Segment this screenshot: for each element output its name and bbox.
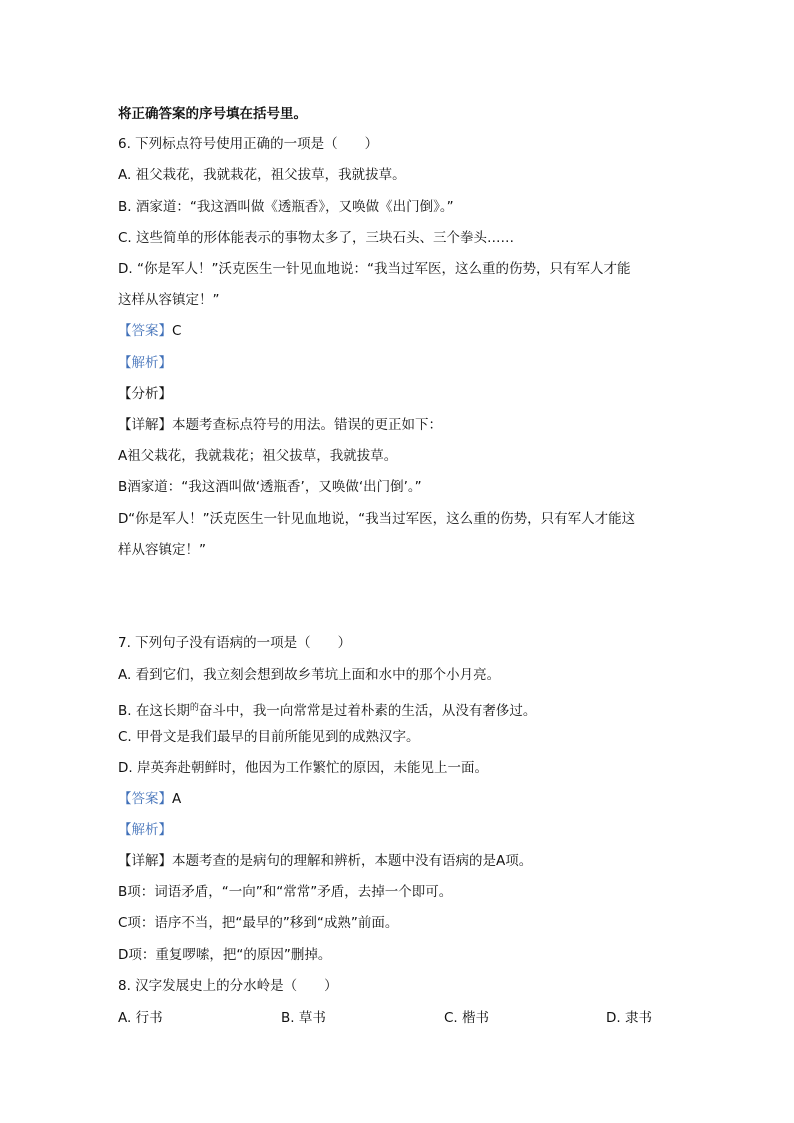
q7-note-c: C项：语序不当，把“最早的”移到“成熟”前面。 <box>118 915 399 931</box>
q6-option-c: C. 这些简单的形体能表示的事物太多了，三块石头、三个拳头…… <box>118 230 515 246</box>
q6-option-d-cont: 这样从容镇定！” <box>118 292 220 308</box>
q7-option-b-post: 奋斗中，我一向常常是过着朴素的生活，从没有奢侈过。 <box>198 703 537 719</box>
q6-option-a: A. 祖父栽花，我就栽花，祖父拔草，我就拔草。 <box>118 167 406 183</box>
detail-tag: 【详解】 <box>118 853 172 869</box>
q6-correction-d: D“你是军人！”沃克医生一针见血地说，“我当过军医，这么重的伤势，只有军人才能这 <box>118 511 636 527</box>
q6-stem: 6. 下列标点符号使用正确的一项是（ ） <box>118 136 379 152</box>
q7-option-d: D. 岸英奔赴朝鲜时，他因为工作繁忙的原因，未能见上一面。 <box>118 760 488 776</box>
answer-tag: 【答案】 <box>118 791 172 807</box>
q6-correction-d-cont: 样从容镇定！” <box>118 542 206 558</box>
q6-option-b: B. 酒家道：“我这酒叫做《透瓶香》，又唤做《出门倒》。” <box>118 199 454 215</box>
fenxi-tag: 【分析】 <box>118 386 172 402</box>
detail-text: 本题考查的是病句的理解和辨析，本题中没有语病的是A项。 <box>172 853 533 869</box>
q6-detail-line <box>118 415 442 435</box>
q7-option-c: C. 甲骨文是我们最早的目前所能见到的成熟汉字。 <box>118 729 420 745</box>
detail-text: 本题考查标点符号的用法。错误的更正如下： <box>172 417 442 433</box>
q8-option-a: A. 行书 <box>118 1010 163 1026</box>
q7-option-a: A. 看到它们，我立刻会想到故乡苇坑上面和水中的那个小月亮。 <box>118 667 501 683</box>
q7-answer-line <box>118 789 181 809</box>
q8-option-c: C. 楷书 <box>444 1010 490 1026</box>
q8-option-b: B. 草书 <box>281 1010 326 1026</box>
answer-value: C <box>172 323 182 339</box>
answer-tag: 【答案】 <box>118 323 172 339</box>
analysis-tag: 【解析】 <box>118 355 172 371</box>
q7-detail-line <box>118 851 532 871</box>
q7-option-b-pre: B. 在这长期 <box>118 703 190 719</box>
q6-option-d: D. “你是军人！”沃克医生一针见血地说：“我当过军医，这么重的伤势，只有军人才能 <box>118 261 631 277</box>
detail-tag: 【详解】 <box>118 417 172 433</box>
q8-option-d: D. 隶书 <box>606 1010 652 1026</box>
q7-note-b: B项：词语矛盾，“一向”和“常常”矛盾，去掉一个即可。 <box>118 884 453 900</box>
q8-stem: 8. 汉字发展史上的分水岭是（ ） <box>118 978 338 994</box>
answer-value: A <box>172 791 182 807</box>
q7-note-d: D项：重复啰嗦，把“的原因”删掉。 <box>118 947 332 963</box>
q7-option-b-sup: 的 <box>189 703 199 713</box>
q6-correction-a: A祖父栽花，我就栽花；祖父拔草，我就拔草。 <box>118 448 398 464</box>
q7-option-b <box>118 698 536 721</box>
q6-correction-b: B酒家道：“我这酒叫做‘透瓶香’，又唤做‘出门倒’。” <box>118 479 422 495</box>
q7-stem: 7. 下列句子没有语病的一项是（ ） <box>118 635 352 651</box>
instruction-heading: 将正确答案的序号填在括号里。 <box>118 106 307 122</box>
analysis-tag: 【解析】 <box>118 822 172 838</box>
q6-answer-line <box>118 321 181 341</box>
